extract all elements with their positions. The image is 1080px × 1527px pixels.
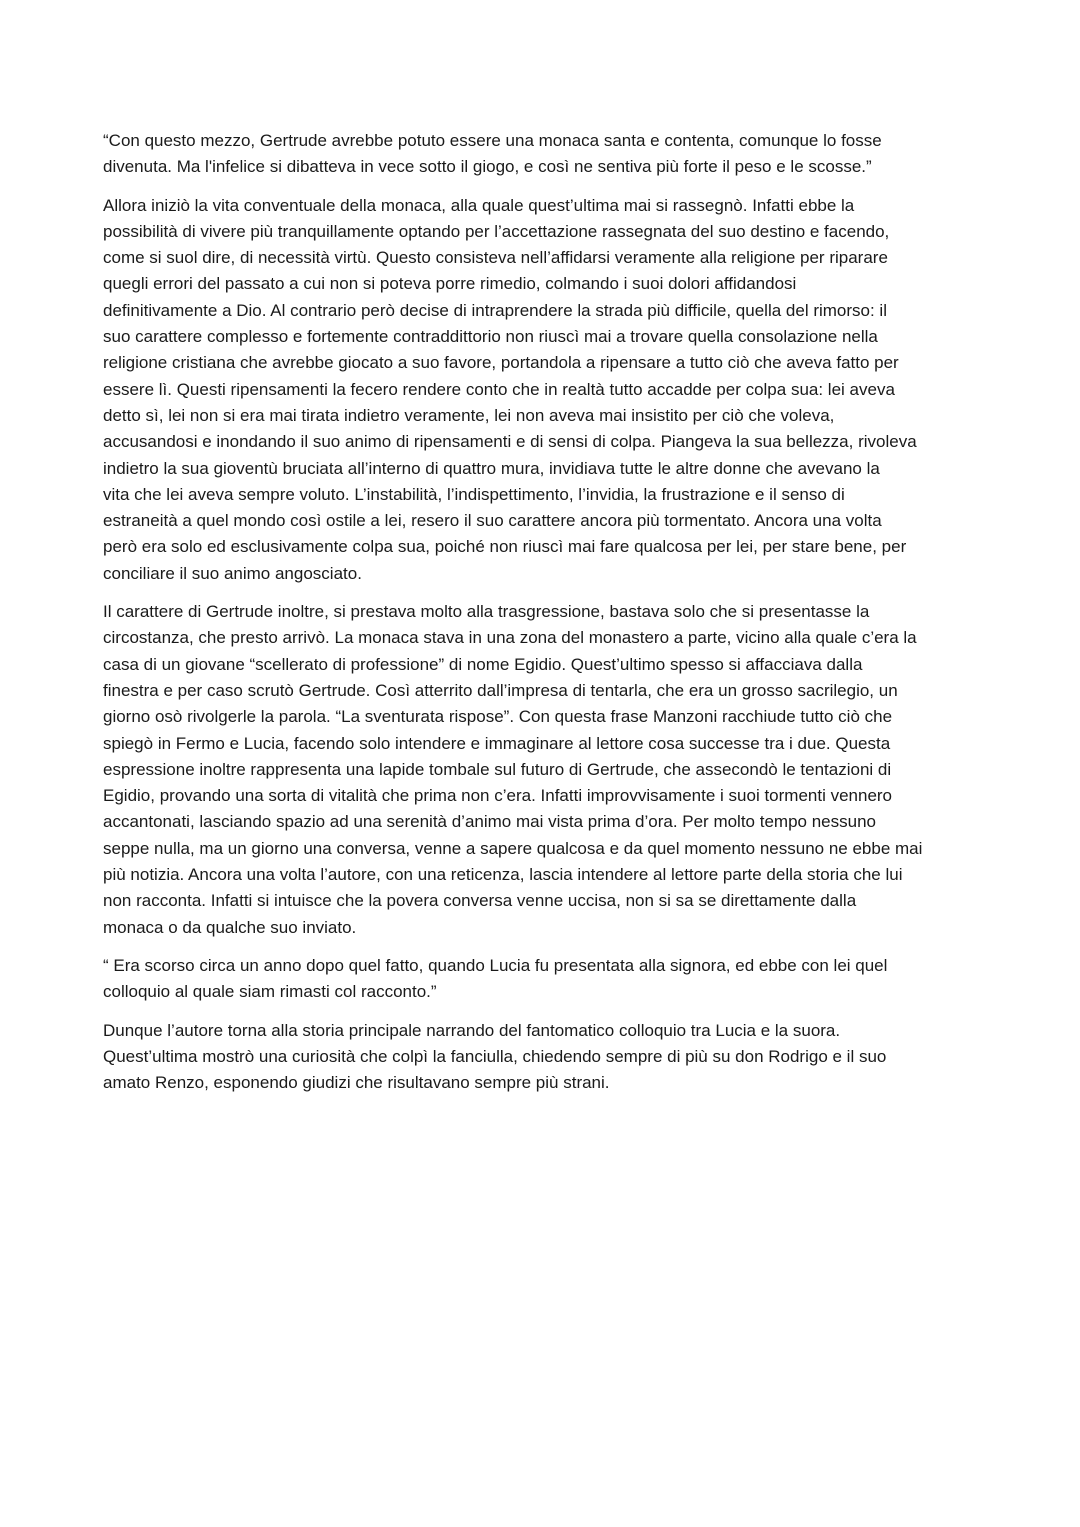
paragraph-convent-life: Allora iniziò la vita conventuale della monaca, alla quale quest’ultima mai si rassegnò. Infatti ebbe la possibilità di vivere più tranquillamente optando per l’accettazione rassegnata del suo destino e facendo, come si suol dire, di necessità virtù. Questo consisteva nell’affidarsi veramente alla religione per riparare quegli errori del passato a cui non si poteva porre rimedio, colmando i suoi dolori affidandosi definitivamente a Dio. Al contrario però decise di intraprendere la strada più difficile, quella del rimorso: il suo carattere complesso e fortemente contraddittorio non riuscì mai a trovare quella consolazione nella religione cristiana che avrebbe giocato a suo favore, portandola a ripensare a tutto ciò che aveva fatto per essere lì. Questi ripensamenti la fecero rendere conto che in realtà tutto accadde per colpa sua: lei aveva detto sì, lei non si era mai tirata indietro veramente, lei non aveva mai insistito per ciò che voleva, accusandosi e inondando il suo animo di ripensamenti e di sensi di colpa. Piangeva la sua bellezza, rivoleva indietro la sua gioventù bruciata all’interno di quattro mura, invidiava tutte le altre donne che avevano la vita che lei aveva sempre voluto. L’instabilità, l’indispettimento, l’invidia, la frustrazione e il senso di estraneità a quel mondo così ostile a lei, resero il suo carattere ancora più tormentato. Ancora una volta però era solo ed esclusivamente colpa sua, poiché non riuscì mai fare qualcosa per lei, per stare bene, per conciliare il suo animo angosciato. [103, 195, 917, 583]
paragraph-colloquio: Dunque l’autore torna alla storia principale narrando del fantomatico colloquio tra Lucia e la suora. Quest’ultima mostrò una curiosità che colpì la fanciulla, chiedendo sempre di più su don Rodrigo e il suo amato Renzo, esponendo giudizi che risultavano sempre più strani. [103, 1020, 887, 1093]
document-body [103, 128, 983, 1108]
paragraph-quote-gertrude: “Con questo mezzo, Gertrude avrebbe potuto essere una monaca santa e contenta, comunque lo fosse divenuta. Ma l'infelice si dibatteva in vece sotto il giogo, e così ne sentiva più forte il peso e le scosse.” [103, 131, 882, 177]
paragraph-egidio: Il carattere di Gertrude inoltre, si prestava molto alla trasgressione, bastava solo che si presentasse la circostanza, che presto arrivò. La monaca stava in una zona del monastero a parte, vicino alla quale c’era la casa di un giovane “scellerato di professione” di nome Egidio. Quest’ultimo spesso si affacciava dalla finestra e per caso scrutò Gertrude. Così atterrito dall’impresa di tentarla, che era un grosso sacrilegio, un giorno osò rivolgerle la parola. “La sventurata rispose”. Con questa frase Manzoni racchiude tutto ciò che spiegò in Fermo e Lucia, facendo solo intendere e immaginare al lettore cosa successe tra i due. Questa espressione inoltre rappresenta una lapide tombale sul futuro di Gertrude, che assecondò le tentazioni di Egidio, provando una sorta di vitalità che prima non c’era. Infatti improvvisamente i suoi tormenti vennero accantonati, lasciando spazio ad una serenità d’animo mai vista prima d’ora. Per molto tempo nessuno seppe nulla, ma un giorno una conversa, venne a sapere qualcosa e da quel momento nessuno ne ebbe mai più notizia. Ancora una volta l’autore, con una reticenza, lascia intendere al lettore parte della storia che lui non racconta. Infatti si intuisce che la povera conversa venne uccisa, non si sa se direttamente dalla monaca o da qualche suo inviato. [103, 602, 923, 937]
paragraph-quote-lucia: “ Era scorso circa un anno dopo quel fatto, quando Lucia fu presentata alla signora, ed ebbe con lei quel colloquio al quale siam rimasti col racconto.” [103, 955, 888, 1002]
